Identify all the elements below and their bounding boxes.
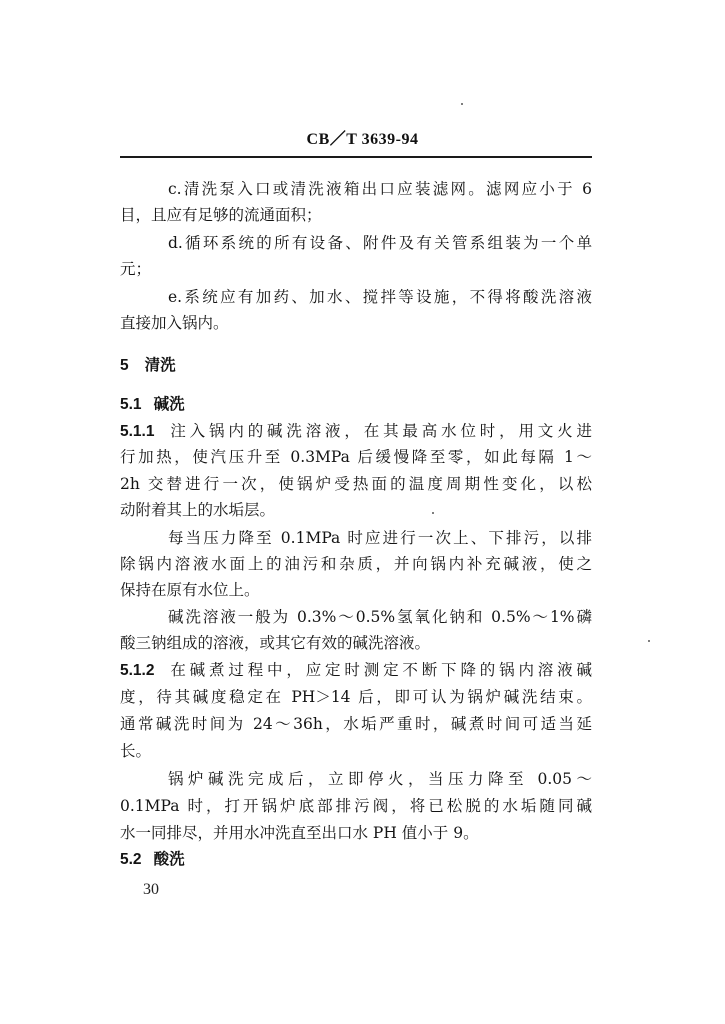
clause-5-1-1-para2-line-2: 除锅内溶液水面上的油污和杂质，并向锅内补充碱液，使之 [120,555,592,573]
item-e-line-2: 直接加入锅内。 [120,314,229,332]
clause-5-1-2-line-1 [120,657,592,684]
item-d-line-1: d.循环系统的所有设备、附件及有关管系组装为一个单 [168,234,592,252]
section-5-2-title: 酸洗 [153,849,185,868]
section-5-heading [120,352,592,379]
clause-5-1-1-para3-line-2: 酸三钠组成的溶液，或其它有效的碱洗溶液。 [120,634,431,652]
clause-5-1-1-para2-line-1: 每当压力降至 0.1MPa 时应进行一次上、下排污，以排 [168,529,592,547]
section-5-number: 5 [120,357,129,374]
section-5-1-heading [120,391,592,418]
clause-5-1-2-line-4: 长。 [120,742,152,760]
header-rule [120,156,592,158]
item-c-line-1: c.清洗泵入口或清洗液箱出口应装滤网。滤网应小于 6 [168,180,592,198]
section-5-title: 清洗 [144,355,176,374]
clause-5-1-2-para2-line-2: 0.1MPa 时，打开锅炉底部排污阀，将已松脱的水垢随同碱 [120,797,592,815]
clause-5-1-2-number: 5.1.2 [120,662,155,679]
clause-5-1-1-line-3: 2h 交替进行一次，使锅炉受热面的温度周期性变化，以松 [120,475,592,493]
clause-5-1-2-para2-line-1: 锅炉碱洗完成后，立即停火，当压力降至 0.05～ [168,770,592,788]
section-5-2-number: 5.2 [120,851,142,868]
clause-5-1-2-para2-line-3: 水一同排尽，并用水冲洗直至出口水 PH 值小于 9。 [120,824,479,842]
item-c-line-2: 目，且应有足够的流通面积； [120,206,322,224]
section-5-1-number: 5.1 [120,396,142,413]
clause-5-1-2-line-2: 度，待其碱度稳定在 PH＞14 后，即可认为锅炉碱洗结束。 [120,688,592,706]
item-e-line-1: e.系统应有加药、加水、搅拌等设施，不得将酸洗溶液 [168,288,592,306]
clause-5-1-1-para3-line-1: 碱洗溶液一般为 0.3%～0.5%氢氧化钠和 0.5%～1%磷 [168,608,592,626]
clause-5-1-1-number: 5.1.1 [120,423,155,440]
scan-speck [648,640,650,642]
clause-5-1-2-text-1: 在碱煮过程中，应定时测定不断下降的锅内溶液碱 [166,661,592,679]
clause-5-1-1-para2-line-3: 保持在原有水位上。 [120,581,260,599]
standard-code-header: CB／T 3639-94 [306,131,419,148]
clause-5-1-1-text-1: 注入锅内的碱洗溶液，在其最高水位时，用文火进 [166,422,592,440]
section-5-2-heading [120,846,592,873]
clause-5-1-2-line-3: 通常碱洗时间为 24～36h，水垢严重时，碱煮时间可适当延 [120,715,592,733]
section-5-1-title: 碱洗 [153,394,185,413]
clause-5-1-1-line-4: 动附着其上的水垢层。 [120,501,276,519]
scan-speck [461,103,463,105]
page-number: 30 [143,881,159,898]
item-d-line-2: 元； [120,260,152,278]
clause-5-1-1-line-1 [120,418,592,445]
scan-speck [432,512,434,514]
clause-5-1-1-line-2: 行加热，使汽压升至 0.3MPa 后缓慢降至零，如此每隔 1～ [120,448,592,466]
